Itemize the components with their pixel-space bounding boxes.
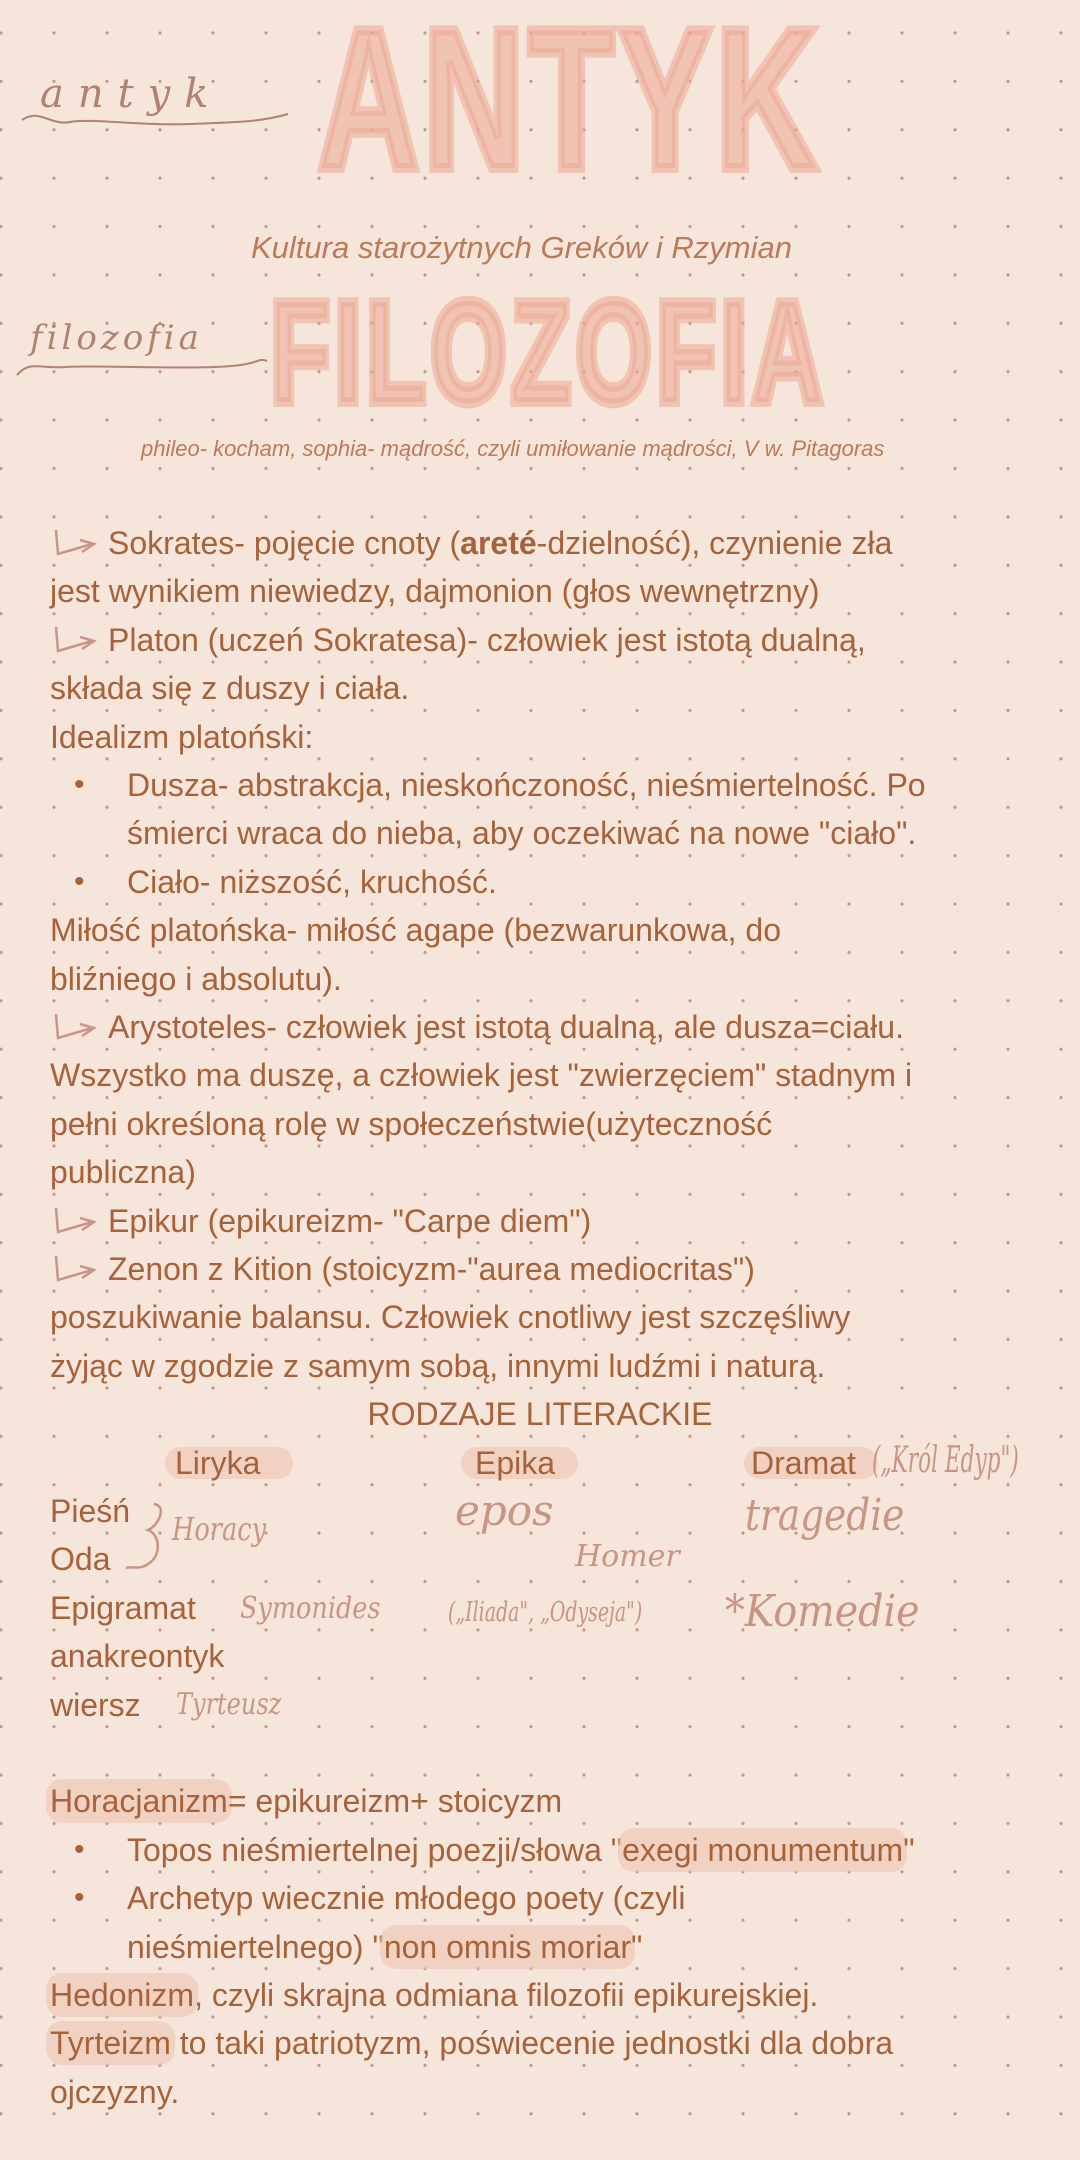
handwritten-title-filozofia: filozofia [30, 318, 203, 358]
text-line: jest wynikiem niewiedzy, dajmonion (głos wewnętrzny) [50, 573, 820, 609]
sokrates-line: Sokrates- pojęcie cnoty (areté-dzielność), czynienie zła [108, 525, 893, 561]
big-title-filozofia: FILOZOFIA [270, 271, 828, 433]
arystoteles-line: Arystoteles- człowiek jest istotą dualną, ale dusza=ciału. [108, 1009, 904, 1045]
handwritten-homer: Homer [575, 1539, 680, 1574]
hook-arrow-icon [52, 625, 98, 655]
lyric-form: anakreontyk [50, 1638, 225, 1674]
genre-header-epika: Epika [475, 1445, 556, 1481]
text-line: ojczyzny. [50, 2074, 180, 2110]
highlight: Hedonizm [50, 1977, 195, 2013]
handwritten-title-antyk: antyk [40, 71, 223, 117]
highlight: non omnis moriar [383, 1929, 632, 1965]
definition: phileo- kocham, sophia- mądrość, czyli umiłowanie mądrości, V w. Pitagoras [141, 436, 885, 461]
text-line: pełni określoną rolę w społeczeństwie(użyteczność [50, 1106, 773, 1142]
genre-header-liryka: Liryka [175, 1445, 261, 1481]
hook-arrow-icon [52, 1254, 98, 1284]
text-line: Wszystko ma duszę, a człowiek jest "zwierzęciem" stadnym i [50, 1057, 913, 1093]
bullet-text: śmierci wraca do nieba, aby oczekiwać na nowe "ciało". [127, 815, 917, 851]
highlight: Horacjanizm [50, 1783, 228, 1819]
genre-header-dramat: Dramat [751, 1445, 856, 1481]
handwritten-epics: („Iliada", „Odyseja") [448, 1597, 643, 1628]
tyrteizm-line: Tyrteizm to taki patriotyzm, poświecenie jednostki dla dobra [50, 2025, 894, 2061]
bullet-text: Archetyp wiecznie młodego poety (czyli [127, 1880, 686, 1916]
brace-mark [122, 1500, 168, 1580]
handwritten-tyrteusz: Tyrteusz [176, 1687, 282, 1722]
text-line: żyjąc w zgodzie z samym sobą, innymi ludźmi i naturą. [50, 1348, 826, 1384]
bullet-dot: • [74, 1833, 85, 1866]
handwritten-horacy: Horacy [172, 1510, 267, 1548]
handwritten-symonides: Symonides [240, 1591, 381, 1626]
arete-term: areté [460, 525, 537, 561]
hook-arrow-icon [52, 528, 98, 558]
horacjanizm-line: Horacjanizm= epikureizm+ stoicyzm [50, 1783, 563, 1819]
platon-line: Platon (uczeń Sokratesa)- człowiek jest istotą dualną, [108, 622, 866, 658]
handwritten-epos: epos [455, 1486, 554, 1535]
handwritten-tragedie: tragedie [745, 1490, 905, 1541]
handwritten-krol-edyp: („Król Edyp") [872, 1440, 1019, 1481]
idealizm-heading: Idealizm platoński: [50, 719, 314, 755]
bullet-text: Ciało- niższość, kruchość. [127, 864, 497, 900]
text-line: Miłość platońska- miłość agape (bezwarunkowa, do [50, 912, 782, 948]
hook-arrow-icon [52, 1206, 98, 1236]
archetyp-line-2: nieśmiertelnego) "non omnis moriar" [127, 1929, 643, 1965]
hedonizm-line: Hedonizm, czyli skrajna odmiana filozofii epikurejskiej. [50, 1977, 819, 2013]
hook-arrow-icon [52, 1012, 98, 1042]
topos-line: Topos nieśmiertelnej poezji/słowa "exegi monumentum" [127, 1832, 915, 1868]
highlight: Tyrteizm [50, 2025, 171, 2061]
bullet-dot: • [74, 1881, 85, 1914]
big-title-antyk: ANTYK [318, 0, 822, 211]
lyric-form: wiersz [50, 1687, 141, 1723]
epikur-line: Epikur (epikureizm- "Carpe diem") [108, 1203, 592, 1239]
handwritten-komedie: *Komedie [725, 1586, 920, 1637]
text-line: publiczna) [50, 1154, 196, 1190]
lyric-form: Epigramat [50, 1590, 196, 1626]
lyric-form: Pieśń [50, 1493, 131, 1529]
bullet-text: Dusza- abstrakcja, nieskończoność, nieśmiertelność. Po [127, 767, 926, 803]
highlight: exegi monumentum [622, 1832, 904, 1868]
text-line: poszukiwanie balansu. Człowiek cnotliwy jest szczęśliwy [50, 1299, 851, 1335]
lyric-form: Oda [50, 1541, 111, 1577]
genres-title: RODZAJE LITERACKIE [367, 1396, 713, 1432]
text-line: bliźniego i absolutu). [50, 961, 342, 997]
zenon-line: Zenon z Kition (stoicyzm-"aurea mediocritas") [108, 1251, 755, 1287]
subtitle: Kultura starożytnych Greków i Rzymian [251, 230, 792, 265]
text-line: składa się z duszy i ciała. [50, 670, 410, 706]
bullet-dot: • [74, 768, 85, 801]
bullet-dot: • [74, 865, 85, 898]
